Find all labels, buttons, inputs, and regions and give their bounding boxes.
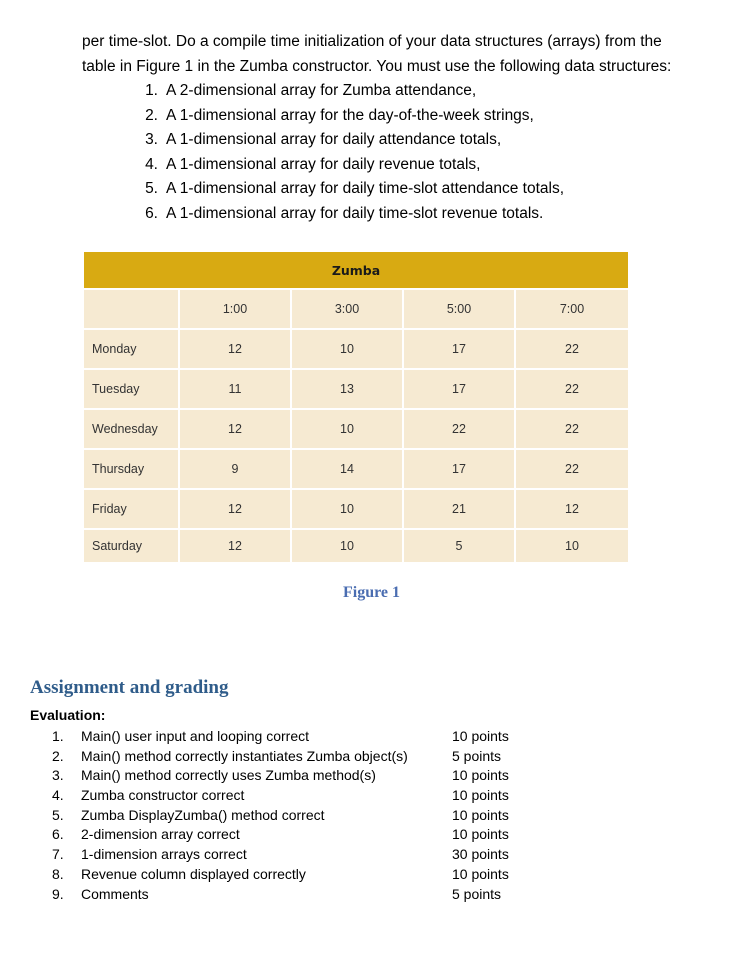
grading-item [30, 806, 550, 826]
table-row [84, 528, 628, 562]
grading-item [30, 885, 550, 905]
intro-line-2: table in Figure 1 in the Zumba constructor. You must use the following data structures: [82, 57, 672, 75]
requirement-number: 3. [145, 131, 158, 148]
value-cell: 14 [292, 450, 404, 488]
requirement-number: 4. [145, 155, 158, 173]
grading-text: Main() method correctly instantiates Zumba object(s) [81, 747, 408, 764]
section-heading: Assignment and grading [30, 677, 229, 698]
value-cell: 10 [292, 330, 404, 368]
grading-item [30, 825, 550, 845]
day-cell: Monday [84, 330, 180, 368]
intro-section [82, 30, 722, 226]
table-row [84, 488, 628, 528]
header-cell-3pm: 3:00 [292, 290, 404, 328]
zumba-table [84, 252, 628, 562]
value-cell: 17 [404, 450, 516, 488]
requirement-text: A 2-dimensional array for Zumba attendance, [166, 82, 477, 99]
evaluation-label: Evaluation: [30, 707, 106, 723]
value-cell: 10 [565, 539, 579, 553]
grading-points: 10 points [452, 826, 509, 843]
grading-text: Main() user input and looping correct [81, 728, 310, 744]
day-cell: Saturday [84, 530, 180, 562]
grading-item [30, 845, 550, 865]
grading-number: 1. [52, 728, 64, 744]
header-cell-1pm: 1:00 [180, 290, 292, 328]
figure-caption: Figure 1 [342, 584, 401, 601]
value-cell: 21 [404, 490, 516, 528]
header-cell-5pm: 5:00 [404, 290, 516, 328]
grading-points: 5 points [452, 885, 502, 902]
requirement-item [82, 153, 722, 178]
requirement-number: 1. [145, 82, 158, 99]
grading-text: Main() method correctly uses Zumba method(s) [81, 767, 376, 784]
grading-number: 8. [52, 865, 64, 882]
value-cell: 12 [565, 502, 579, 516]
grading-points: 10 points [452, 767, 509, 784]
grading-item [30, 727, 550, 747]
requirement-number: 2. [145, 106, 158, 124]
day-cell: Thursday [84, 450, 180, 488]
grading-text: 1-dimension arrays correct [81, 846, 247, 863]
value-cell: 22 [565, 422, 579, 436]
grading-number: 3. [52, 767, 64, 784]
requirement-text: A 1-dimensional array for the day-of-the-week strings, [166, 106, 534, 124]
day-cell: Friday [84, 490, 180, 528]
grading-text: Revenue column displayed correctly [81, 865, 306, 882]
grading-item [30, 865, 550, 885]
requirements-list [82, 79, 722, 226]
grading-item [30, 786, 550, 806]
value-cell: 17 [404, 370, 516, 408]
requirement-item [82, 177, 722, 202]
requirement-text: A 1-dimensional array for daily time-slot revenue totals. [166, 204, 544, 222]
grading-number: 9. [52, 885, 64, 902]
grading-points: 10 points [452, 728, 509, 744]
table-title: Zumba [84, 252, 628, 288]
grading-text: Zumba constructor correct [81, 787, 245, 804]
requirement-item [82, 202, 722, 227]
grading-number: 5. [52, 806, 64, 823]
table-row [84, 368, 628, 408]
grading-list [30, 727, 550, 904]
grading-item [30, 747, 550, 767]
grading-points: 10 points [452, 787, 509, 804]
value-cell: 22 [565, 342, 579, 356]
table-header-row [84, 288, 628, 328]
header-cell-corner [84, 290, 180, 328]
requirement-text: A 1-dimensional array for daily time-slot attendance totals, [166, 180, 565, 197]
value-cell: 12 [180, 530, 292, 562]
grading-points: 10 points [452, 806, 509, 823]
grading-number: 7. [52, 846, 64, 863]
grading-number: 4. [52, 787, 64, 804]
grading-text: 2-dimension array correct [81, 826, 240, 843]
value-cell: 22 [565, 462, 579, 476]
day-cell: Wednesday [84, 410, 180, 448]
value-cell: 5 [404, 530, 516, 562]
grading-number: 2. [52, 747, 64, 764]
grading-text: Comments [81, 885, 149, 902]
value-cell: 12 [180, 490, 292, 528]
value-cell: 12 [180, 410, 292, 448]
value-cell: 17 [404, 330, 516, 368]
grading-points: 10 points [452, 865, 509, 882]
requirement-item [82, 128, 722, 153]
value-cell: 9 [180, 450, 292, 488]
value-cell: 13 [292, 370, 404, 408]
value-cell: 22 [565, 382, 579, 396]
value-cell: 10 [292, 410, 404, 448]
requirement-item [82, 79, 722, 104]
table-row [84, 328, 628, 368]
value-cell: 10 [292, 530, 404, 562]
requirement-text: A 1-dimensional array for daily attendance totals, [166, 131, 502, 148]
grading-item [30, 766, 550, 786]
value-cell: 11 [180, 370, 292, 408]
table-row [84, 448, 628, 488]
value-cell: 22 [404, 410, 516, 448]
grading-text: Zumba DisplayZumba() method correct [81, 806, 325, 823]
requirement-number: 6. [145, 204, 158, 222]
value-cell: 12 [180, 330, 292, 368]
requirement-number: 5. [145, 180, 158, 197]
table-row [84, 408, 628, 448]
value-cell: 10 [292, 490, 404, 528]
grading-number: 6. [52, 826, 64, 843]
day-cell: Tuesday [84, 370, 180, 408]
intro-line-1: per time-slot. Do a compile time initialization of your data structures (arrays) from the [82, 33, 662, 50]
grading-points: 5 points [452, 747, 502, 764]
grading-points: 30 points [452, 846, 509, 863]
header-cell-7pm: 7:00 [559, 302, 585, 316]
requirement-item [82, 104, 722, 129]
requirement-text: A 1-dimensional array for daily revenue totals, [166, 155, 481, 173]
